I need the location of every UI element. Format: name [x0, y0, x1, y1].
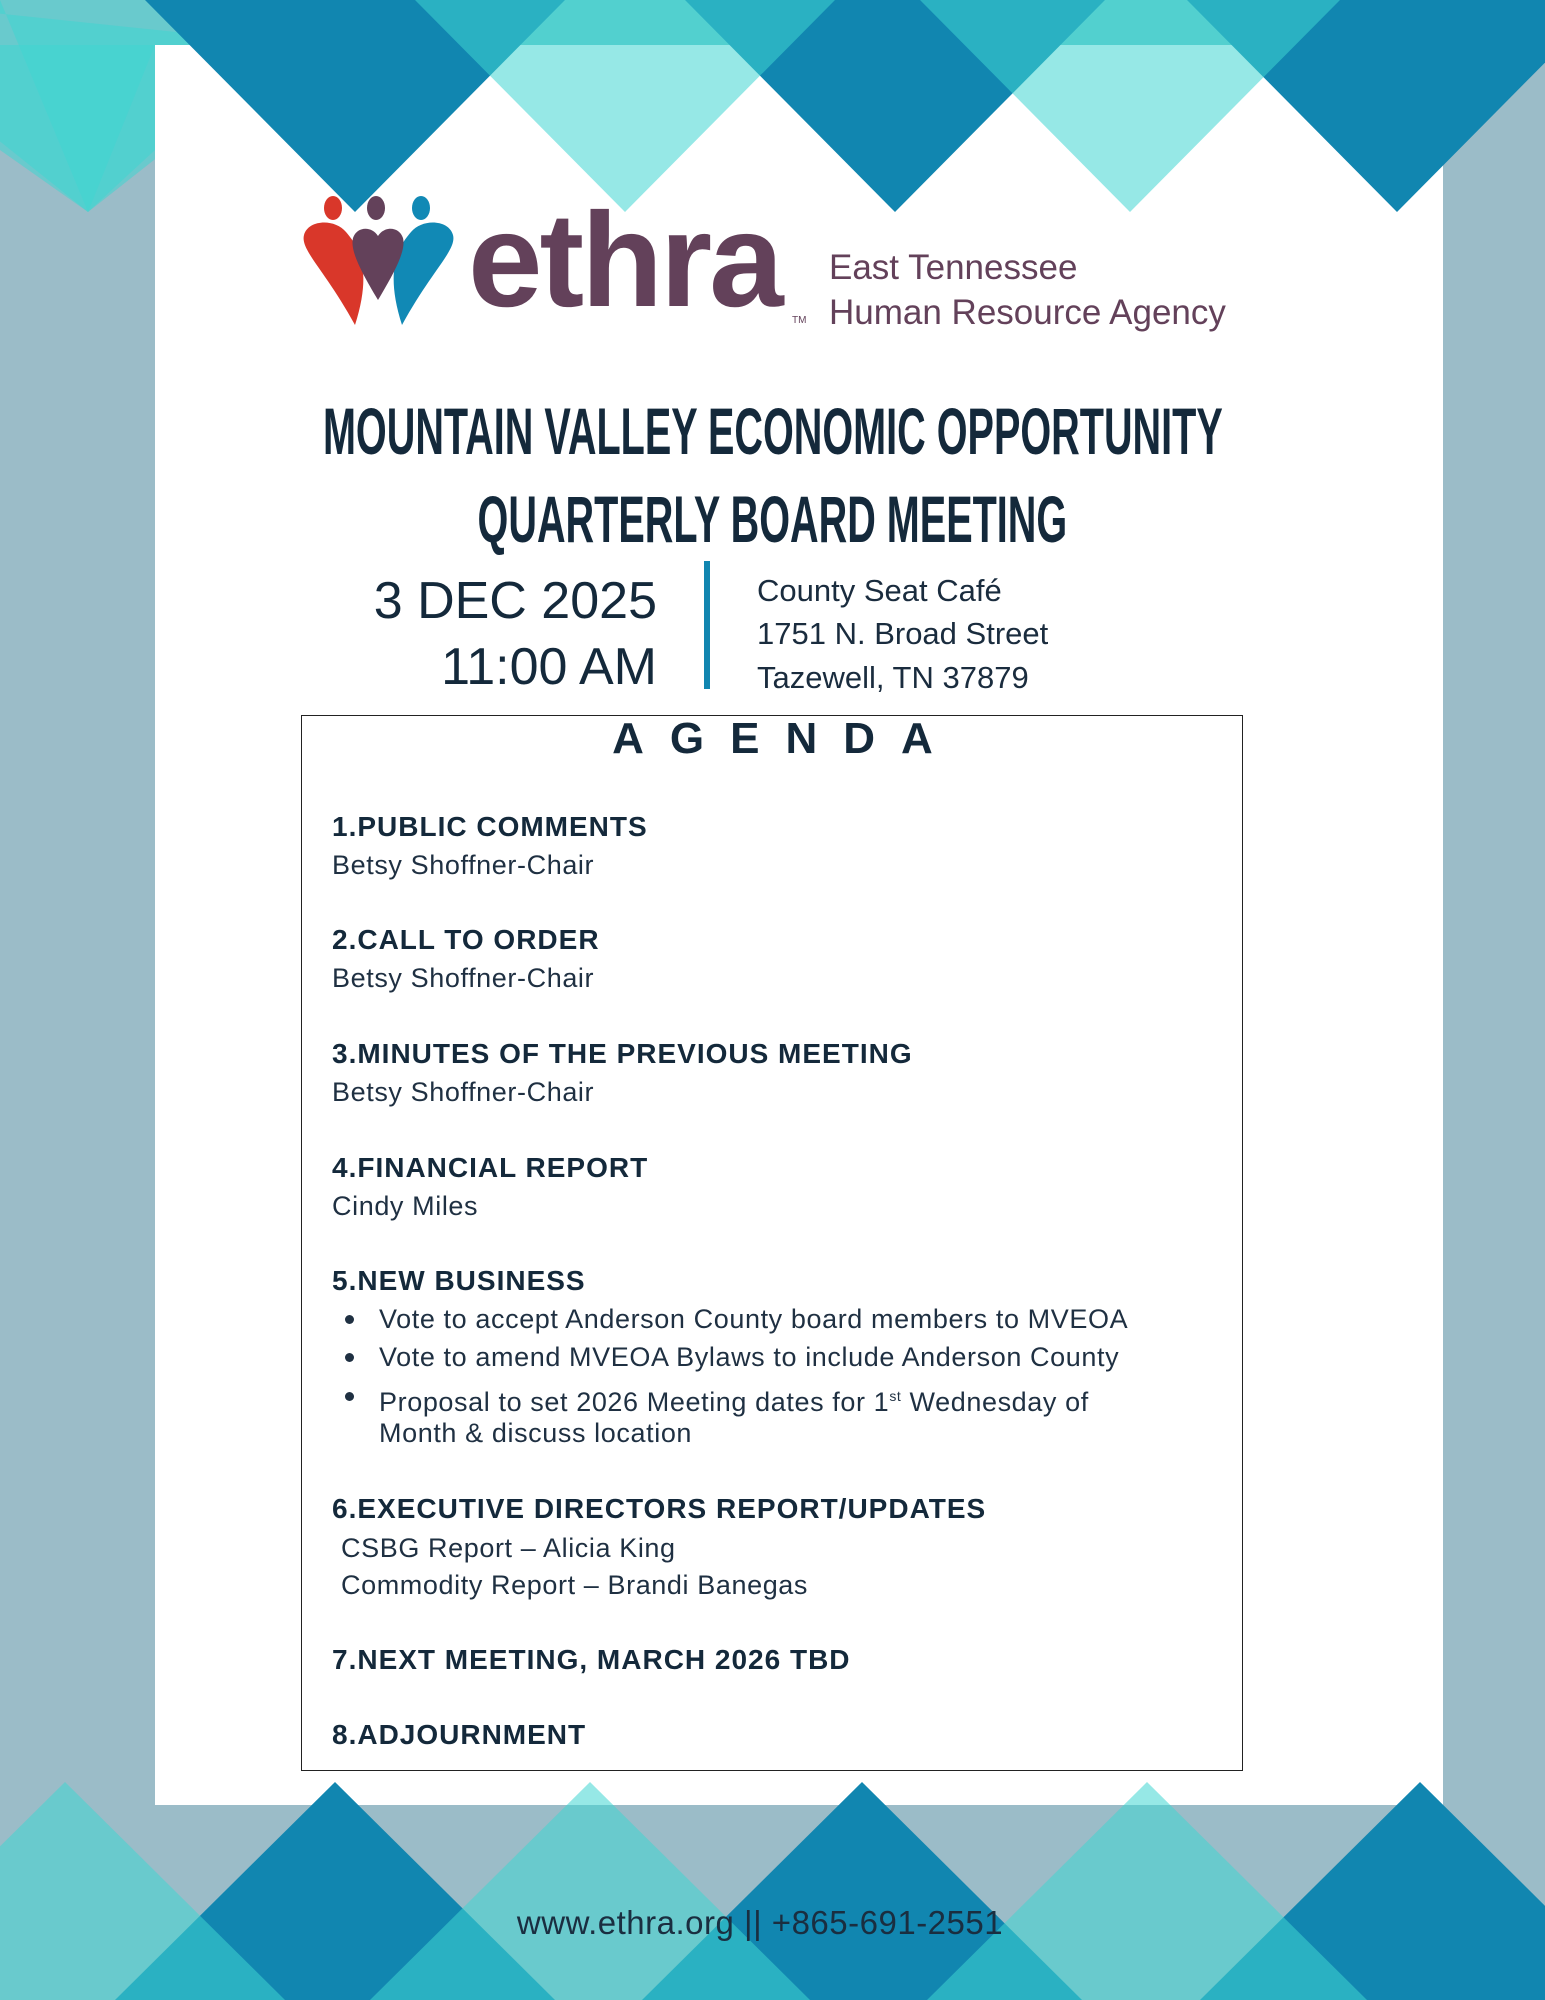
agenda-item-title: 5.NEW BUSINESS [332, 1265, 586, 1296]
bullet-icon [345, 1392, 354, 1401]
logo-trademark: TM [792, 315, 807, 326]
divider-line [704, 561, 710, 689]
meeting-time: 11:00 AM [441, 638, 657, 696]
footer-contact: www.ethra.org || +865-691-2551 [516, 1904, 1004, 1941]
agenda-item-detail: Betsy Shoffner-Chair [332, 1077, 595, 1107]
meeting-date: 3 DEC 2025 [373, 572, 657, 630]
bullet-item: Vote to accept Anderson County board members to MVEOA [379, 1304, 1129, 1334]
bullet-item: Vote to amend MVEOA Bylaws to include Anderson County [379, 1342, 1120, 1372]
agenda-item-detail: Commodity Report – Brandi Banegas [341, 1570, 809, 1600]
agenda-item-title: 1.PUBLIC COMMENTS [332, 811, 648, 842]
page-title-line2: QUARTERLY BOARD MEETING [477, 482, 1068, 556]
bullet-item-continuation: Month & discuss location [379, 1418, 693, 1448]
agenda-item-title: 3.MINUTES OF THE PREVIOUS MEETING [332, 1038, 913, 1069]
ethra-hearts-logo-icon [295, 190, 465, 330]
agenda-item-detail: Cindy Miles [332, 1191, 479, 1221]
agenda-item-title: 2.CALL TO ORDER [332, 924, 600, 955]
agenda-item-title: 4.FINANCIAL REPORT [332, 1152, 649, 1183]
logo-subtitle-line2: Human Resource Agency [829, 293, 1226, 332]
agenda-item-title: 6.EXECUTIVE DIRECTORS REPORT/UPDATES [332, 1493, 987, 1524]
agenda-item-detail: CSBG Report – Alicia King [341, 1533, 676, 1563]
venue-city: Tazewell, TN 37879 [757, 660, 1029, 695]
venue-name: County Seat Café [757, 573, 1002, 608]
logo-wordmark: ethra [468, 186, 781, 335]
agenda-item-detail: Betsy Shoffner-Chair [332, 963, 595, 993]
logo-subtitle-line1: East Tennessee [829, 248, 1078, 287]
bullet-icon [345, 1353, 354, 1362]
agenda-item-detail: Betsy Shoffner-Chair [332, 850, 595, 880]
venue-street: 1751 N. Broad Street [757, 616, 1049, 651]
bullet-icon [345, 1315, 354, 1324]
agenda-heading: AGENDA [612, 714, 959, 763]
agenda-item-title: 7.NEXT MEETING, MARCH 2026 TBD [332, 1644, 851, 1675]
agenda-item-title: 8.ADJOURNMENT [332, 1719, 587, 1750]
page-title-line1: MOUNTAIN VALLEY ECONOMIC OPPORTUNITY [322, 394, 1223, 468]
bullet-item: Proposal to set 2026 Meeting dates for 1st Wednesday of [379, 1387, 1089, 1417]
